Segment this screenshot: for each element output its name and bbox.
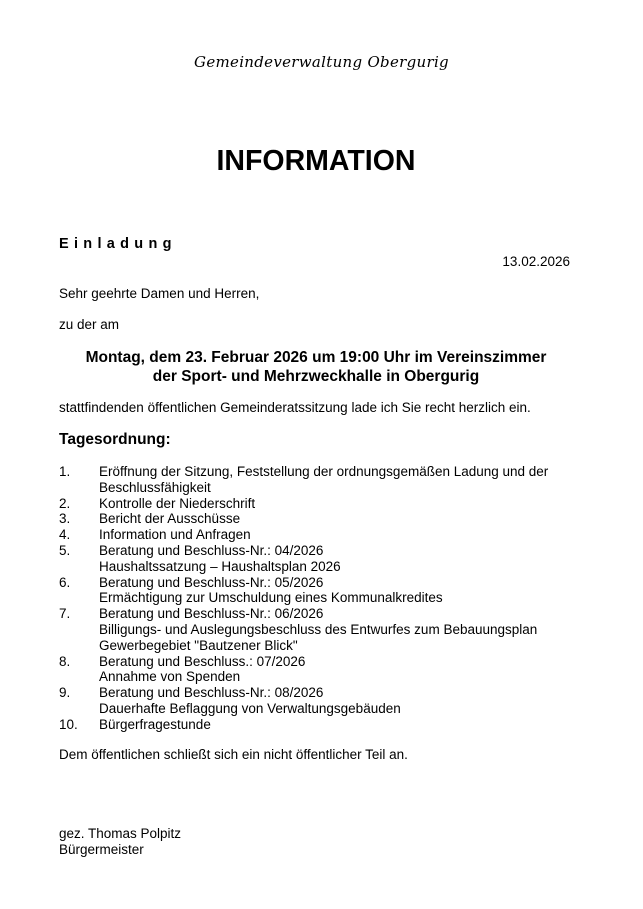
agenda-item [59, 606, 579, 653]
agenda-item [59, 464, 579, 496]
agenda-item-number: 2. [59, 495, 71, 511]
agenda-item-number: 7. [59, 606, 71, 622]
agenda-item-number: 1. [59, 464, 71, 479]
agenda-item [59, 685, 579, 717]
agenda-item-number: 3. [59, 511, 71, 527]
agenda-item [59, 575, 579, 607]
agenda-item [59, 717, 579, 733]
signature-role: Bürgermeister [59, 841, 144, 857]
agenda-item [59, 496, 579, 512]
salutation: Sehr geehrte Damen und Herren, [59, 286, 260, 301]
agenda-item-text: Eröffnung der Sitzung, Feststellung der ordnungsgemäßen Ladung und der Beschlussfähigkeit [99, 464, 549, 495]
agenda-item-text: Haushaltssatzung – Haushaltsplan 2026 [99, 558, 341, 574]
letter-date: 13.02.2026 [502, 254, 570, 269]
page-title: INFORMATION [216, 145, 416, 177]
agenda-item-number: 10. [59, 716, 78, 732]
agenda-item-text: Billigungs- und Auslegungsbeschluss des Entwurfes zum Bebauungsplan [99, 621, 538, 637]
agenda-item [59, 511, 579, 527]
agenda-item-text: Beratung und Beschluss-Nr.: 05/2026 [99, 574, 324, 590]
agenda-item-text: Ermächtigung zur Umschuldung eines Kommunalkredites [99, 590, 443, 606]
agenda-item-text: Dauerhafte Beflaggung von Verwaltungsgebäuden [99, 700, 401, 716]
agenda-item [59, 527, 579, 543]
meeting-line-2: der Sport- und Mehrzweckhalle in Obergurig [152, 368, 480, 385]
invitation-text: stattfindenden öffentlichen Gemeinderatssitzung lade ich Sie recht herzlich ein. [59, 400, 531, 415]
agenda-item [59, 654, 579, 686]
closing-text: Dem öffentlichen schließt sich ein nicht öffentlicher Teil an. [59, 747, 408, 762]
agenda-item-number: 6. [59, 574, 71, 590]
organization-name: Gemeindeverwaltung Obergurig [194, 53, 449, 71]
agenda-item [59, 543, 579, 575]
agenda-item-text: Kontrolle der Niederschrift [99, 495, 256, 511]
agenda-item-text: Beratung und Beschluss.: 07/2026 [99, 653, 306, 669]
meeting-details [0, 348, 632, 386]
signature-block [59, 826, 181, 858]
agenda-item-text: Beratung und Beschluss-Nr.: 08/2026 [99, 685, 324, 701]
agenda-item-text: Bürgerfragestunde [99, 716, 211, 732]
agenda-item-number: 4. [59, 527, 71, 543]
intro-text: zu der am [59, 317, 120, 332]
agenda-item-text: Information und Anfragen [99, 527, 251, 543]
letter-heading: Einladung [59, 236, 177, 252]
agenda-item-number: 8. [59, 653, 71, 669]
agenda-item-text: Bericht der Ausschüsse [99, 511, 241, 527]
agenda-list [59, 464, 579, 733]
agenda-item-number: 5. [59, 542, 71, 558]
agenda-item-text: Beratung und Beschluss-Nr.: 04/2026 [99, 542, 324, 558]
meeting-line-1: Montag, dem 23. Februar 2026 um 19:00 Uhr im Vereinszimmer [85, 349, 547, 366]
agenda-title: Tagesordnung: [59, 431, 171, 448]
agenda-item-text: Annahme von Spenden [99, 669, 241, 685]
agenda-item-text: Gewerbegebiet "Bautzener Blick" [99, 637, 298, 653]
agenda-item-text: Beratung und Beschluss-Nr.: 06/2026 [99, 606, 324, 622]
signature-name: gez. Thomas Polpitz [59, 826, 182, 841]
agenda-item-number: 9. [59, 685, 71, 701]
